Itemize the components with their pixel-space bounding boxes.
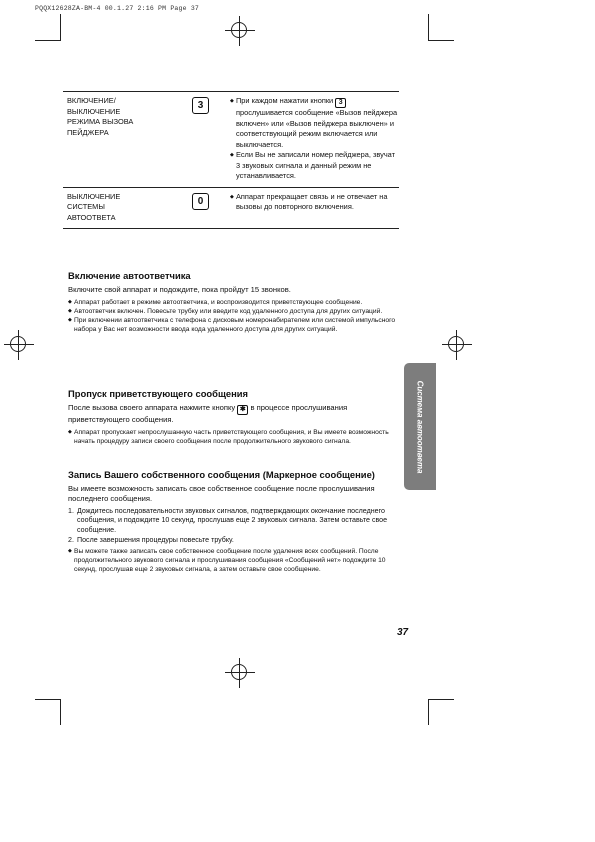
mode-table (63, 91, 399, 229)
star-key-icon: ✱ (237, 405, 248, 415)
key-3-icon: 3 (192, 97, 209, 114)
bullet-item: ◆ При каждом нажатии кнопки 3 прослушивается сообщение «Вызов пейджера включен» или «Вызов пейджера выключен» и соответствующий режим включается или выключается. (230, 96, 399, 150)
crop-mark (35, 699, 61, 700)
page-number: 37 (397, 627, 409, 638)
print-header: PQQX12628ZA-BM-4 00.1.27 2:16 PM Page 37 (35, 5, 200, 12)
mode-description (230, 187, 399, 229)
bullet-item: ◆ Вы можете также записать свое собственное сообщение после удаления всех сообщений. После продолжительного звукового сигнала и прослушивания сообщения «Сообщений нет» подождите 10 секунд, прослушав еще 2 звуковых сигнала, а затем оставьте свое сообщение. (68, 547, 398, 574)
mode-description (230, 92, 399, 188)
mode-label: ВЫКЛЮЧЕНИЕ СИСТЕМЫ АВТООТВЕТА (67, 191, 121, 222)
section-heading: Пропуск приветствующего сообщения (68, 388, 248, 399)
crop-mark (35, 40, 61, 41)
crop-mark (428, 699, 454, 700)
bullet-item: ◆ Аппарат работает в режиме автоответчика, и воспроизводится приветствующее сообщение. (68, 298, 398, 307)
section-heading: Запись Вашего собственного сообщения (Маркерное сообщение) (68, 469, 375, 480)
table-row (63, 92, 399, 188)
section-skip-greeting (68, 388, 398, 446)
bullet-item: ◆ Аппарат пропускает непрослушанную часть приветствующего сообщения, и Вы имеете возможность начать процедуру записи своего сообщения после продолжительного звукового сигнала. (68, 428, 398, 446)
registration-mark (231, 22, 247, 38)
bullet-item: ◆ Автоответчик включен. Повесьте трубку или введите код удаленного доступа для других ситуаций. (68, 307, 398, 316)
key-3-icon: 3 (335, 98, 346, 108)
step-item: 2. После завершения процедуры повесьте трубку. (68, 536, 234, 545)
crop-mark (428, 40, 454, 41)
section-intro: Включите свой аппарат и подождите, пока пройдут 15 звонков. (68, 285, 291, 294)
registration-mark (10, 336, 26, 352)
crop-mark (60, 14, 61, 40)
section-heading: Включение автоответчика (68, 270, 191, 281)
side-tab-label: Система автоответа (415, 380, 425, 473)
bullet-item: ◆ При включении автоответчика с телефона с дисковым номеронабирателем или системой импульсного набора у Вас нет возможности ввода кода удаленного доступа для других ситуаций. (68, 316, 398, 334)
crop-mark (60, 699, 61, 725)
section-enable-answering (68, 270, 398, 334)
mode-label: ВКЛЮЧЕНИЕ/ ВЫКЛЮЧЕНИЕ РЕЖИМА ВЫЗОВА ПЕЙДЖЕРА (67, 96, 134, 137)
table-row (63, 187, 399, 229)
registration-mark (231, 664, 247, 680)
bullet-item: ◆ Аппарат прекращает связь и не отвечает на вызовы до повторного включения. (230, 192, 399, 213)
crop-mark (428, 14, 429, 40)
section-intro: Вы имеете возможность записать свое собственное сообщение после прослушивания последнего сообщения. (68, 484, 375, 503)
step-item: 1. Дождитесь последовательности звуковых сигналов, подтверждающих окончание последнего сообщения, и подождите 10 секунд, прослушав еще 2 звуковых сигнала. Затем оставьте свое сообщение. (68, 507, 388, 534)
section-marker-message (68, 469, 398, 574)
bullet-item: ◆ Если Вы не записали номер пейджера, звучат 3 звуковых сигнала и данный режим не устанавливается. (230, 150, 399, 182)
side-tab (404, 363, 436, 490)
section-intro: После вызова своего аппарата нажмите кнопку ✱ в процессе прослушивания приветствующего сообщения. (68, 403, 348, 424)
crop-mark (428, 699, 429, 725)
registration-mark (448, 336, 464, 352)
key-0-icon: 0 (192, 193, 209, 210)
